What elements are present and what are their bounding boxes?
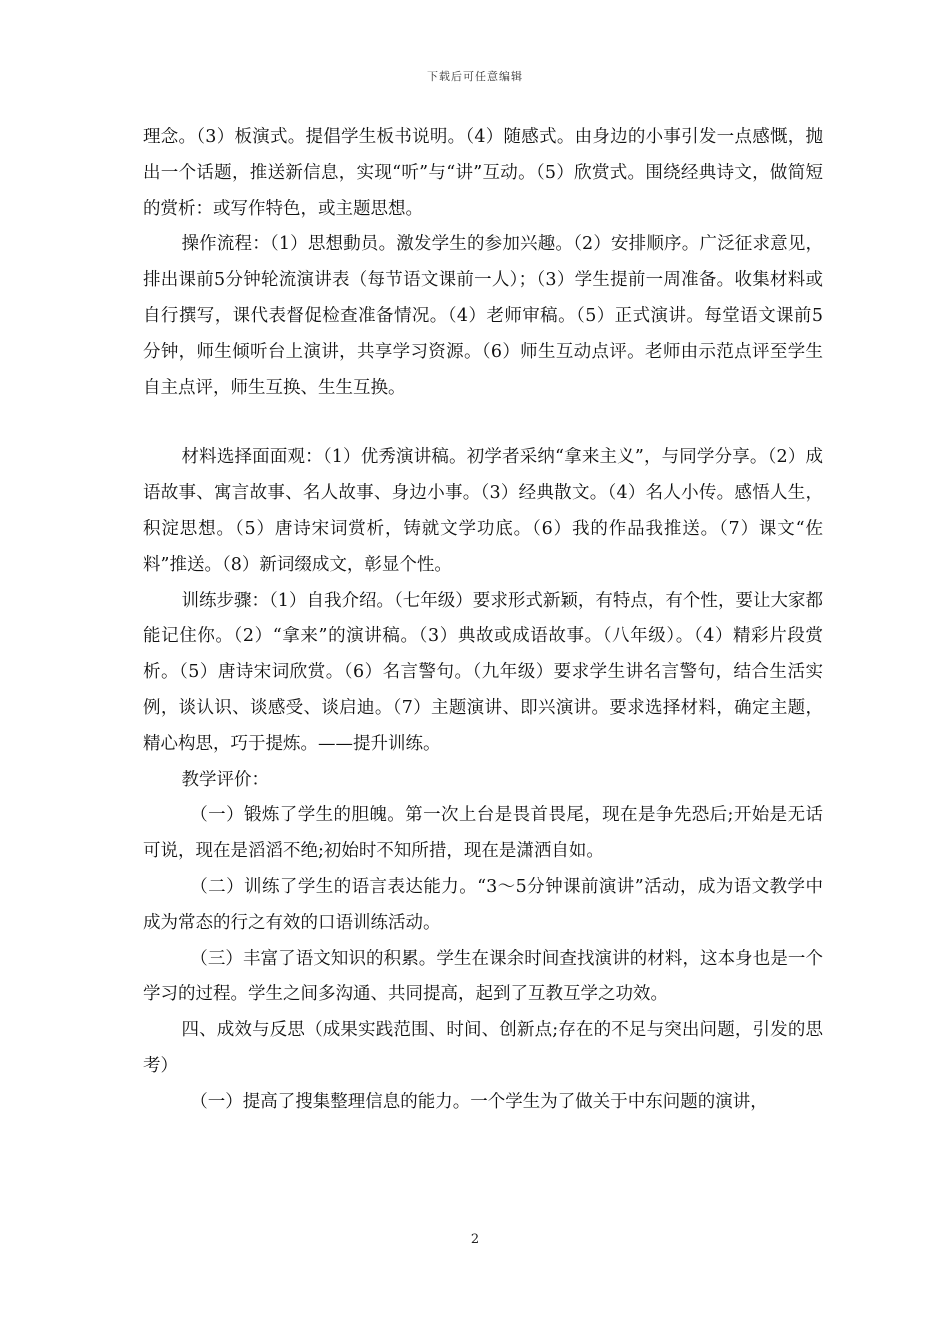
paragraph-gap [143, 406, 823, 440]
paragraph-evaluation-1: （一）锻炼了学生的胆魄。第一次上台是畏首畏尾，现在是争先恐后;开始是无话可说，现在是滔滔不绝;初始时不知所措，现在是潇洒自如。 [143, 805, 823, 862]
paragraph-evaluation-2: （二）训练了学生的语言表达能力。“3～5分钟课前演讲”活动，成为语文教学中成为常态的行之有效的口语训练活动。 [143, 876, 823, 933]
paragraph-section-four-heading: 四、成效与反思（成果实践范围、时间、创新点;存在的不足与突出问题，引发的思考） [143, 1020, 823, 1076]
page-number: 2 [470, 1232, 480, 1247]
paragraph-training-steps: 训练步骤：（1）自我介绍。（七年级）要求形式新颖，有特点，有个性，要让大家都能记住你。（2）“拿来”的演讲稿。（3）典故或成语故事。（八年级）。（4）精彩片段赏析。（5）唐诗宋词欣赏。（6）名言警句。（九年级）要求学生讲名言警句，结合生活实例，谈认识、谈感受、谈启迪。（7）主题演讲、即兴演讲。要求选择材料，确定主题，精心构思，巧于提炼。——提升训练。 [143, 590, 823, 754]
paragraph-operation-flow: 操作流程：（1）思想動员。激发学生的参加兴趣。（2）安排顺序。广泛征求意见，排出课前5分钟轮流演讲表（每节语文课前一人）；（3）学生提前一周准备。收集材料或自行撰写，课代表督促检查准备情况。（4）老师审稿。（5）正式演讲。每堂语文课前5分钟，师生倾听台上演讲，共享学习资源。（6）师生互动点评。老师由示范点评至学生自主点评，师生互换、生生互换。 [143, 234, 823, 398]
paragraph-evaluation-3: （三）丰富了语文知识的积累。学生在课余时间查找演讲的材料，这本身也是一个学习的过程。学生之间多沟通、共同提高，起到了互教互学之功效。 [143, 948, 823, 1005]
document-body [143, 120, 823, 1121]
paragraph-continued-intro: 理念。（3）板演式。提倡学生板书说明。（4）随感式。由身边的小事引发一点感慨，抛出一个话题，推送新信息，实现“听”与“讲”互动。（5）欣赏式。围绕经典诗文，做简短的赏析：或写作特色，或主题思想。 [143, 127, 823, 219]
paragraph-teaching-evaluation-heading: 教学评价： [181, 769, 269, 790]
page-header: 下载后可任意编辑 [427, 70, 523, 83]
paragraph-material-selection: 材料选择面面观：（1）优秀演讲稿。初学者采纳“拿来主义”，与同学分享。（2）成语故事、寓言故事、名人故事、身边小事。（3）经典散文。（4）名人小传。感悟人生，积淀思想。（5）唐诗宋词赏析，铸就文学功底。（6）我的作品我推送。（7）课文“佐料”推送。（8）新词缀成文，彰显个性。 [143, 447, 823, 575]
paragraph-result-1: （一）提高了搜集整理信息的能力。一个学生为了做关于中东问题的演讲， [190, 1091, 768, 1112]
